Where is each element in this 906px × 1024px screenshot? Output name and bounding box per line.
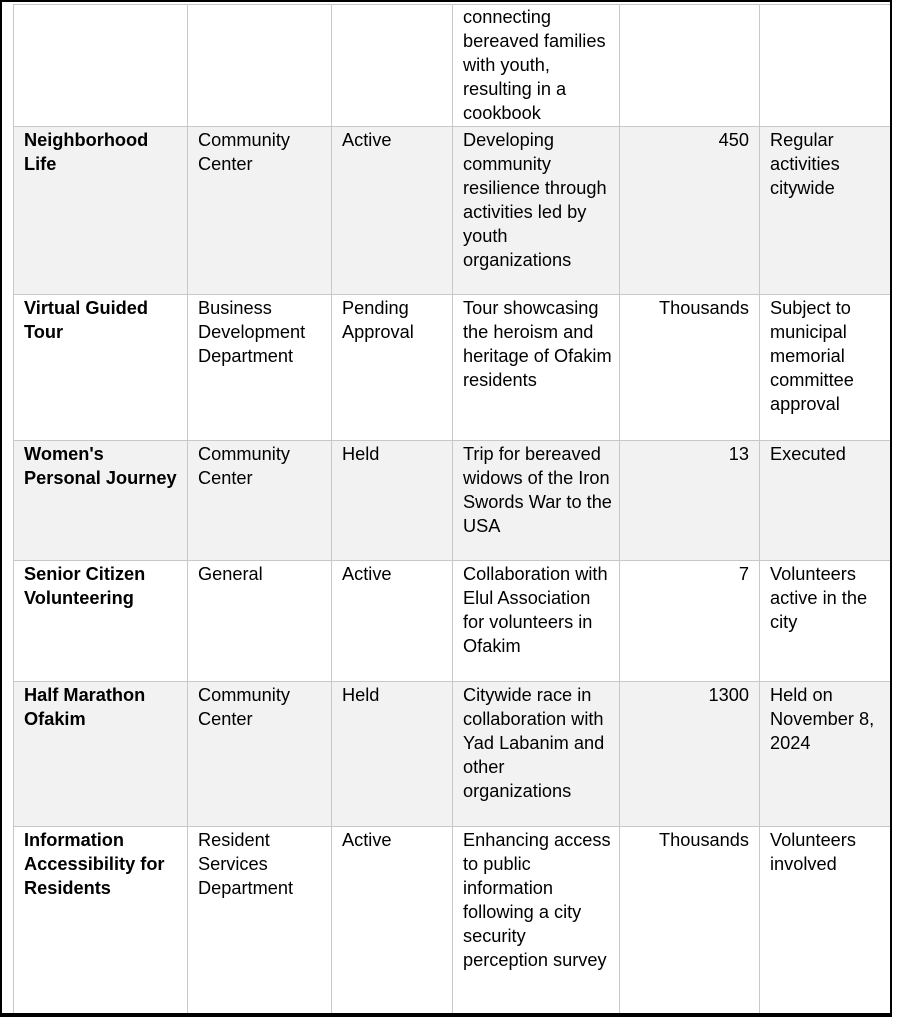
cell-description: Tour showcasing the heroism and heritage of Ofakim residents xyxy=(453,295,620,441)
cell-description: Citywide race in collaboration with Yad Labanim and other organizations xyxy=(453,682,620,827)
cell-status: Active xyxy=(332,827,453,1016)
cell-unit: General xyxy=(188,561,332,682)
frame-border-bottom xyxy=(0,1015,892,1017)
cell-status: Active xyxy=(332,561,453,682)
table-row-continued xyxy=(14,5,891,127)
cell-participants: 7 xyxy=(620,561,760,682)
frame-border-right xyxy=(890,0,892,1017)
cell-status: Active xyxy=(332,127,453,295)
cell-unit: Resident Services Department xyxy=(188,827,332,1016)
cell-name: Senior Citizen Volunteering xyxy=(14,561,188,682)
cell-status xyxy=(332,5,453,127)
cell-notes xyxy=(760,5,891,127)
cell-description: Trip for bereaved widows of the Iron Swords War to the USA xyxy=(453,441,620,561)
table-row xyxy=(14,295,891,441)
cell-description: Enhancing access to public information following a city security perception survey xyxy=(453,827,620,1016)
cell-notes: Executed xyxy=(760,441,891,561)
cell-notes: Regular activities citywide xyxy=(760,127,891,295)
cell-participants: 13 xyxy=(620,441,760,561)
cell-participants xyxy=(620,5,760,127)
cell-unit: Community Center xyxy=(188,127,332,295)
cell-description: Collaboration with Elul Association for volunteers in Ofakim xyxy=(453,561,620,682)
cell-participants: Thousands xyxy=(620,827,760,1016)
cell-status: Held xyxy=(332,441,453,561)
cell-participants: Thousands xyxy=(620,295,760,441)
cell-name: Virtual Guided Tour xyxy=(14,295,188,441)
cell-unit: Business Development Department xyxy=(188,295,332,441)
table-row xyxy=(14,561,891,682)
cell-name: Information Accessibility for Residents xyxy=(14,827,188,1016)
cell-participants: 1300 xyxy=(620,682,760,827)
cell-description: connecting bereaved families with youth, resulting in a cookbook xyxy=(453,5,620,127)
programs-table xyxy=(13,4,890,1015)
table-row xyxy=(14,827,891,1016)
cell-name: Half Marathon Ofakim xyxy=(14,682,188,827)
cell-participants: 450 xyxy=(620,127,760,295)
cell-description: Developing community resilience through activities led by youth organizations xyxy=(453,127,620,295)
cell-unit: Community Center xyxy=(188,441,332,561)
cell-status: Held xyxy=(332,682,453,827)
cell-notes: Volunteers involved xyxy=(760,827,891,1016)
table-row xyxy=(14,441,891,561)
table-row xyxy=(14,127,891,295)
cell-name xyxy=(14,5,188,127)
cell-notes: Volunteers active in the city xyxy=(760,561,891,682)
cell-unit: Community Center xyxy=(188,682,332,827)
cell-status: Pending Approval xyxy=(332,295,453,441)
cell-name: Women's Personal Journey xyxy=(14,441,188,561)
cell-notes: Held on November 8, 2024 xyxy=(760,682,891,827)
cell-notes: Subject to municipal memorial committee approval xyxy=(760,295,891,441)
table-row xyxy=(14,682,891,827)
cell-name: Neighborhood Life xyxy=(14,127,188,295)
cell-unit xyxy=(188,5,332,127)
